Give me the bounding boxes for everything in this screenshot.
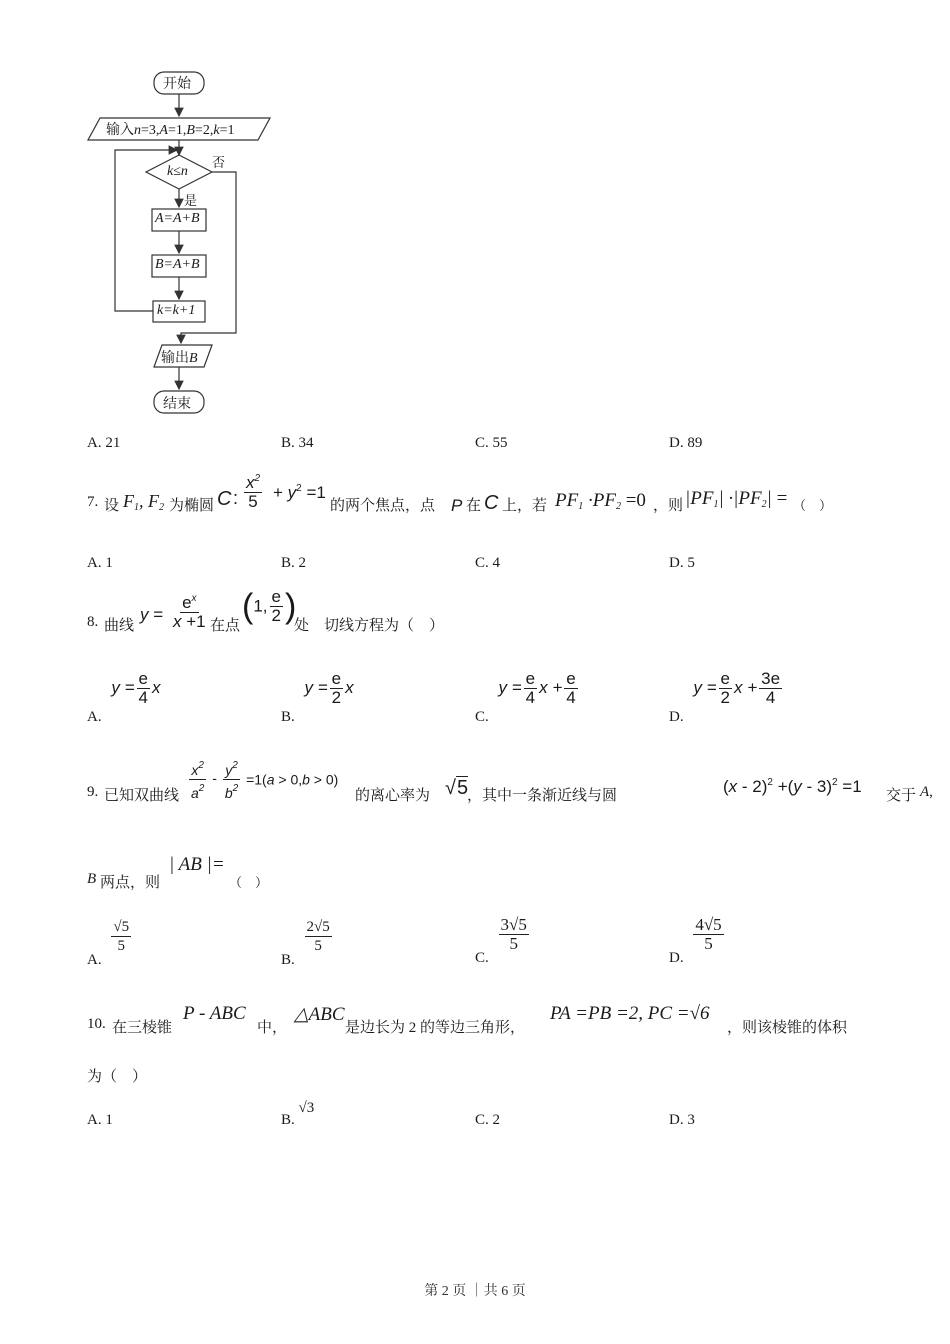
q8-point: (1, $\frac{e}{2}$ ) <box>242 587 297 626</box>
q9-text-3: ，其中一条渐近线与圆 <box>467 788 618 804</box>
q9-option-c[interactable] <box>475 915 531 966</box>
val-A: =1, <box>167 123 187 138</box>
q7-option-b[interactable]: B. 2 <box>281 555 307 571</box>
flowchart-start: 开始 <box>163 77 191 92</box>
var-k: k <box>213 123 220 138</box>
q9-circle: (x - 2)$^2$ +(y - 3)$^2$ =1 <box>723 777 862 796</box>
q7-text-1: 设 <box>104 498 120 514</box>
flowchart-step-a: A=A+B <box>155 211 200 226</box>
q10-lengths: PA =PB =2, PC =√6 <box>550 1003 710 1024</box>
q9-option-d[interactable] <box>669 915 726 966</box>
q10-pyramid: P - ABC <box>183 1003 246 1024</box>
q7-text-3: 的两个焦点，点 <box>330 498 436 514</box>
output-prefix: 输出 <box>161 351 189 366</box>
q10-option-d[interactable]: D. 3 <box>669 1112 695 1128</box>
option-value: √3 <box>298 1100 315 1116</box>
flowchart-condition: k≤n <box>167 164 188 179</box>
q7-C2: C <box>484 492 499 514</box>
q9-text-2: 的离心率为 <box>355 788 431 804</box>
val-n: =3, <box>141 123 160 138</box>
option-label: A. <box>87 951 102 968</box>
q7-number: 7. <box>87 494 99 510</box>
q9-paren: （ ） <box>229 875 269 890</box>
q9-number: 9. <box>87 784 99 800</box>
q8-y-eq: y = <box>140 605 164 624</box>
q6-option-d[interactable]: D. 89 <box>669 435 703 451</box>
q10-text-2: 中， <box>257 1020 288 1036</box>
q10-option-b[interactable] <box>281 1100 315 1129</box>
flowchart-yes-label: 是 <box>184 193 198 208</box>
q7-option-a[interactable]: A. 1 <box>87 555 113 571</box>
q7-text-5: 上，若 <box>502 498 548 514</box>
q9-text-1: 已知双曲线 <box>104 788 180 804</box>
page-footer: 第 2 页 ｜共 6 页 <box>424 1284 526 1299</box>
option-label: D. <box>669 708 684 725</box>
option-formula: y = $\frac{e}{4}$ x + $\frac{e}{4}$ <box>498 669 576 707</box>
option-label: B. <box>281 1112 295 1128</box>
q6-option-a[interactable]: A. 21 <box>87 435 121 451</box>
flowchart <box>80 60 290 420</box>
q7-abs-product: $|PF_1| \cdot|PF_2|$ = <box>685 488 788 510</box>
option-label: C. <box>475 949 489 966</box>
option-label: B. <box>281 708 295 725</box>
q8-option-c[interactable] <box>475 669 580 725</box>
q10-text-3: 是边长为 2 的等边三角形， <box>345 1020 526 1036</box>
q7-text-2: 为椭圆 <box>169 498 215 514</box>
q9-text-4: 交于 <box>886 788 917 804</box>
q9-point-B: B <box>87 871 97 887</box>
q9-point-A: A, <box>920 784 933 800</box>
q7-option-c[interactable]: C. 4 <box>475 555 501 571</box>
flowchart-output <box>161 347 198 367</box>
q7-text-4: 在 <box>466 498 482 514</box>
q8-option-d[interactable] <box>669 669 784 725</box>
option-fraction: $\frac{2√5}{5}$ <box>306 919 330 954</box>
q7-ellipse-C: C <box>217 488 232 510</box>
option-fraction: $\frac{4√5}{5}$ <box>695 915 722 953</box>
q10-text-1: 在三棱锥 <box>112 1020 173 1036</box>
var-A: A <box>159 123 168 138</box>
q7-point-P: P <box>451 496 463 515</box>
q8-number: 8. <box>87 614 99 630</box>
q10-text-4: ，则该棱锥的体积 <box>727 1020 848 1036</box>
q7-colon: : <box>233 488 239 508</box>
option-formula: y = $\frac{e}{2}$ x + $\frac{3e}{4}$ <box>693 669 781 707</box>
q9-abs-AB: | AB |= <box>169 854 225 875</box>
q6-option-b[interactable]: B. 34 <box>281 435 314 451</box>
q10-number: 10. <box>87 1016 106 1032</box>
flowchart-end: 结束 <box>163 397 191 412</box>
option-fraction: $\frac{3√5}{5}$ <box>500 915 527 953</box>
flowchart-input <box>106 119 234 139</box>
option-label: D. <box>669 949 684 966</box>
q7-dot-product: $PF_1 \cdot PF_2 =0$ <box>555 490 646 512</box>
q8-option-a[interactable] <box>87 669 161 725</box>
val-B: =2, <box>194 123 214 138</box>
flowchart-step-b: B=A+B <box>155 257 200 272</box>
option-formula: y = $\frac{e}{4}$ x <box>111 669 161 707</box>
option-label: A. <box>87 708 102 725</box>
q9-eccentricity: √5 <box>445 777 469 799</box>
q9-option-b[interactable] <box>281 918 334 968</box>
option-fraction: $\frac{√5}{5}$ <box>113 919 130 954</box>
q8-text-2: 在点 <box>210 618 241 634</box>
option-label: C. <box>475 708 489 725</box>
q8-text-3: 处 切线方程为（ ） <box>294 618 445 634</box>
flowchart-input-prefix: 输入 <box>106 123 134 138</box>
q7-foci: $F_1$, $F_2$ <box>123 491 164 513</box>
q7-ellipse-rest: + $y^2 =1$ <box>273 483 326 502</box>
q7-text-6: ，则 <box>653 498 684 514</box>
q10-triangle: △ABC <box>294 1004 345 1025</box>
option-label: B. <box>281 951 295 968</box>
q7-ellipse-fraction: $\frac{x^2}{5}$ <box>242 470 264 511</box>
option-formula: y = $\frac{e}{2}$ x <box>304 669 354 707</box>
var-B: B <box>186 123 195 138</box>
val-k: =1 <box>219 123 235 138</box>
output-var: B <box>189 351 198 366</box>
q9-hyperbola: $\frac{x^2}{a^2}$ - $\frac{y^2}{b^2}$ =1(a > 0,b > 0) <box>187 757 338 802</box>
var-n: n <box>134 123 141 138</box>
q7-option-d[interactable]: D. 5 <box>669 555 695 571</box>
q8-curve-fraction: $\frac{e^x}{x +1}$ <box>169 590 210 631</box>
flowchart-no-label: 否 <box>212 155 226 170</box>
q9-option-a[interactable] <box>87 918 133 968</box>
q9-line2-text: 两点，则 <box>100 875 161 891</box>
q8-text-1: 曲线 <box>104 618 135 634</box>
q10-option-a[interactable]: A. 1 <box>87 1112 113 1128</box>
q7-paren: （ ） <box>793 498 833 513</box>
q6-option-c[interactable]: C. 55 <box>475 435 508 451</box>
q10-line-2: 为（ ） <box>87 1069 148 1085</box>
flowchart-step-k: k=k+1 <box>157 303 196 318</box>
q10-option-c[interactable]: C. 2 <box>475 1112 501 1128</box>
q8-option-b[interactable] <box>281 669 354 725</box>
